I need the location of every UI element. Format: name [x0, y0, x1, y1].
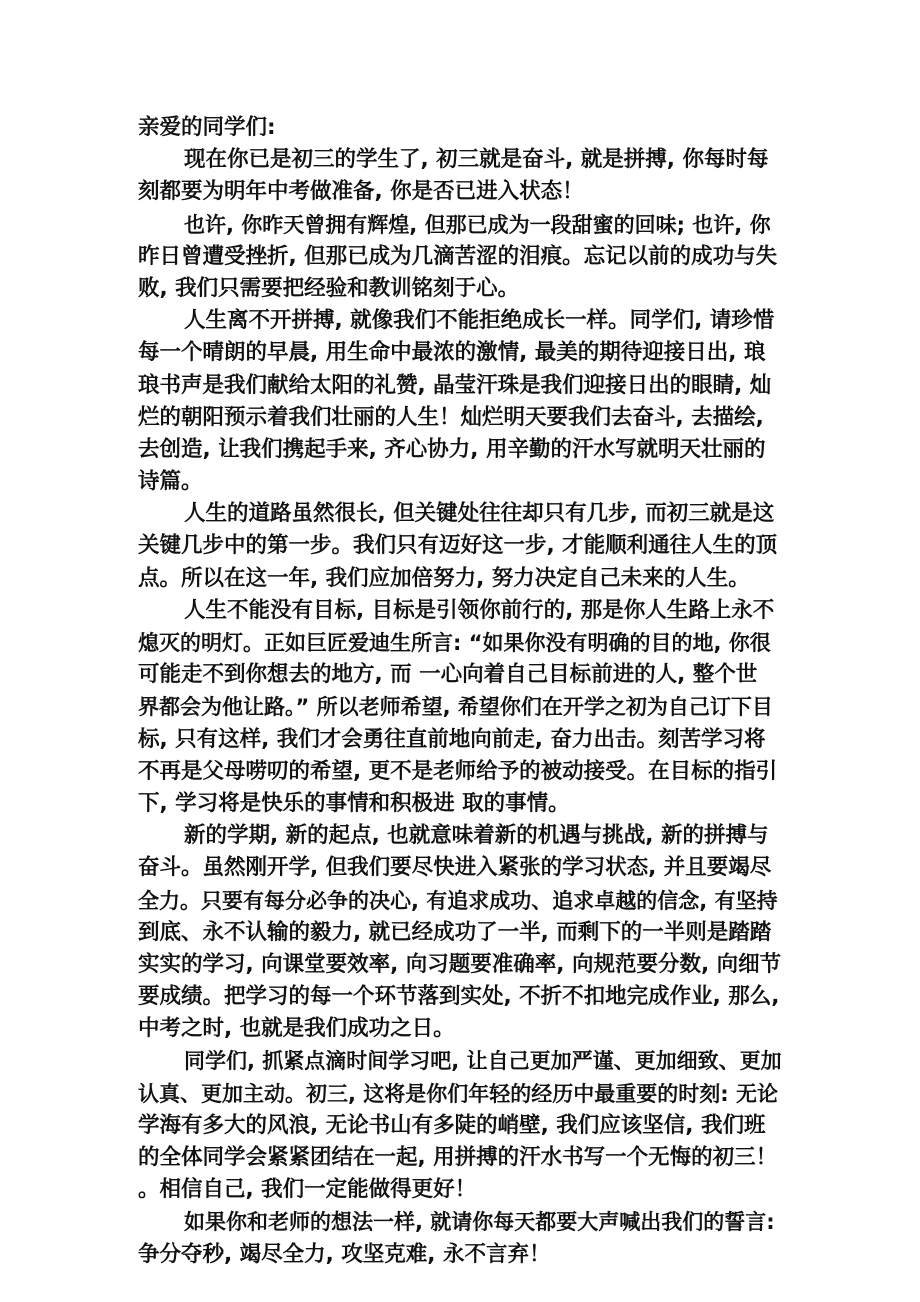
- text-line: 中考之时, 也就是我们成功之日。: [138, 1016, 455, 1042]
- text-line: 亲爱的同学们:: [138, 115, 276, 140]
- text-line: 下, 学习将是快乐的事情和积极进 取的事情。: [138, 790, 570, 816]
- paragraph-first-line: 人生离不开拼搏, 就像我们不能拒绝成长一样。同学们, 请珍惜: [184, 308, 775, 334]
- text-line: 的全体同学会紧紧团结在一起, 用拼搏的汗水书写一个无悔的初三！: [138, 1145, 778, 1170]
- text-line: 争分夺秒, 竭尽全力, 攻坚克难, 永不言弃！: [138, 1241, 551, 1267]
- text-line: 点。所以在这一年, 我们应加倍努力, 努力决定自己未来的人生。: [138, 565, 750, 591]
- text-line: 关键几步中的第一步。我们只有迈好这一步, 才能顺利通往人生的顶: [138, 533, 778, 559]
- text-line: 到底、永不认输的毅力, 就已经成功了一半, 而剩下的一半则是踏踏: [138, 919, 772, 945]
- paragraph-first-line: 人生不能没有目标, 目标是引领你前行的, 那是你人生路上永不: [184, 597, 775, 623]
- text-line: 。相信自己, 我们一定能做得更好！: [138, 1177, 477, 1203]
- document-body: [138, 112, 783, 1271]
- text-line: 败, 我们只需要把经验和教训铭刻于心。: [138, 275, 520, 301]
- text-line: 可能走不到你想去的地方, 而 一心向着自己目标前进的人, 整个世: [138, 662, 758, 688]
- paragraph-first-line: 人生的道路虽然很长, 但关键处往往却只有几步, 而初三就是这: [184, 501, 775, 527]
- text-line: 熄灭的明灯。正如巨匠爱迪生所言: “如果你没有明确的目的地, 你很: [138, 631, 771, 655]
- text-line: 要成绩。把学习的每一个环节落到实处, 不折不扣地完成作业, 那么,: [138, 984, 780, 1010]
- text-line: 去创造, 让我们携起手来, 齐心协力, 用辛勤的汗水写就明天壮丽的: [138, 436, 766, 462]
- paragraph-first-line: 现在你已是初三的学生了, 初三就是奋斗, 就是拼搏, 你每时每: [184, 147, 769, 173]
- text-line: 奋斗。虽然刚开学, 但我们要尽快进入紧张的学习状态, 并且要竭尽: [138, 855, 772, 881]
- text-line: 实实的学习, 向课堂要效率, 向习题要准确率, 向规范要分数, 向细节: [138, 951, 782, 977]
- text-line: 烂的朝阳预示着我们壮丽的人生！灿烂明天要我们去奋斗, 去描绘,: [138, 404, 764, 430]
- paragraph-first-line: 也许, 你昨天曾拥有辉煌, 但那已成为一段甜蜜的回味; 也许, 你: [184, 212, 771, 237]
- text-line: 琅书声是我们献给太阳的礼赞, 晶莹汗珠是我们迎接日出的眼睛, 灿: [138, 372, 772, 398]
- text-line: 昨日曾遭受挫折, 但那已成为几滴苦涩的泪痕。忘记以前的成功与失: [138, 243, 778, 269]
- text-line: 全力。只要有每分必争的决心, 有追求成功、追求卓越的信念, 有坚持: [138, 888, 778, 913]
- paragraph-first-line: 新的学期, 新的起点, 也就意味着新的机遇与挑战, 新的拼搏与: [184, 823, 769, 849]
- text-line: 认真、更加主动。初三, 这将是你们年轻的经历中最重要的时刻: 无论: [138, 1081, 778, 1106]
- text-line: 每一个晴朗的早晨, 用生命中最浓的激情, 最美的期待迎接日出, 琅: [138, 340, 766, 366]
- text-line: 诗篇。: [138, 469, 203, 495]
- text-line: 学海有多大的风浪, 无论书山有多陡的峭壁, 我们应该坚信, 我们班: [138, 1112, 766, 1138]
- text-line: 界都会为他让路。” 所以老师希望, 希望你们在开学之初为自己订下目: [138, 695, 773, 720]
- paragraph-first-line: 如果你和老师的想法一样, 就请你每天都要大声喊出我们的誓言:: [184, 1210, 775, 1235]
- text-line: 标, 只有这样, 我们才会勇往直前地向前走, 奋力出击。刻苦学习将: [138, 726, 766, 752]
- text-line: 不再是父母唠叨的希望, 更不是老师给予的被动接受。在目标的指引: [138, 758, 778, 784]
- paragraph-first-line: 同学们, 抓紧点滴时间学习吧, 让自己更加严谨、更加细致、更加: [184, 1049, 782, 1074]
- text-line: 刻都要为明年中考做准备, 你是否已进入状态！: [138, 179, 584, 205]
